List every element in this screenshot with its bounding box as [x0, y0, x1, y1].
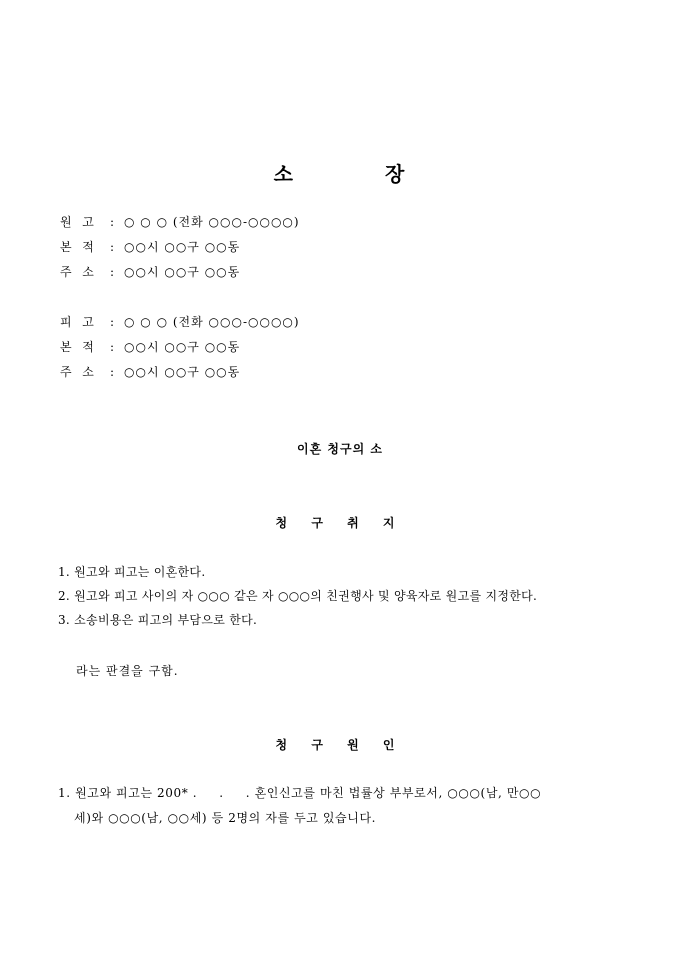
list-item: 3. 소송비용은 피고의 부담으로 한다.	[58, 613, 258, 627]
cause-line-2: 세)와 ○○○(남, ○○세) 등 2명의 자를 두고 있습니다.	[74, 811, 377, 825]
list-item: 2. 원고와 피고 사이의 자 ○○○ 같은 자 ○○○의 친권행사 및 양육자로 원고를 지정한다.	[58, 589, 538, 603]
plaintiff-domicile-row	[60, 235, 300, 260]
colon: :	[110, 215, 116, 229]
plaintiff-domicile-label: 본 적	[60, 240, 95, 254]
case-title: 이혼 청구의 소	[297, 442, 383, 456]
judgment-request: 라는 판결을 구함.	[76, 664, 179, 678]
title-char-2: 장	[385, 162, 407, 186]
colon: :	[110, 265, 116, 279]
defendant-block	[60, 310, 300, 385]
cause-paragraph	[58, 781, 624, 831]
document-title	[0, 158, 680, 187]
plaintiff-name-label: 원 고	[60, 215, 95, 229]
defendant-domicile-label: 본 적	[60, 340, 95, 354]
defendant-name-row	[60, 310, 300, 335]
defendant-address-value: ○○시 ○○구 ○○동	[124, 365, 241, 379]
defendant-domicile-value: ○○시 ○○구 ○○동	[124, 340, 241, 354]
plaintiff-name-row	[60, 210, 300, 235]
title-char-1: 소	[273, 162, 295, 186]
cause-heading: 청 구 원 인	[275, 738, 405, 752]
plaintiff-address-row	[60, 260, 300, 285]
defendant-name-label: 피 고	[60, 315, 95, 329]
colon: :	[110, 340, 116, 354]
plaintiff-address-label: 주 소	[60, 265, 95, 279]
plaintiff-name-value: ○ ○ ○ (전화 ○○○-○○○○)	[124, 215, 300, 229]
claims-heading: 청 구 취 지	[275, 516, 405, 530]
defendant-domicile-row	[60, 335, 300, 360]
list-item: 1. 원고와 피고는 이혼한다.	[58, 565, 206, 579]
plaintiff-address-value: ○○시 ○○구 ○○동	[124, 265, 241, 279]
defendant-address-label: 주 소	[60, 365, 95, 379]
claims-list	[58, 560, 628, 632]
colon: :	[110, 365, 116, 379]
cause-line-1: 1. 원고와 피고는 200* . . . 혼인신고를 마친 법률상 부부로서, ○○○(남, 만○○	[58, 786, 542, 800]
colon: :	[110, 315, 116, 329]
plaintiff-block	[60, 210, 300, 285]
defendant-name-value: ○ ○ ○ (전화 ○○○-○○○○)	[124, 315, 300, 329]
defendant-address-row	[60, 360, 300, 385]
plaintiff-domicile-value: ○○시 ○○구 ○○동	[124, 240, 241, 254]
colon: :	[110, 240, 116, 254]
